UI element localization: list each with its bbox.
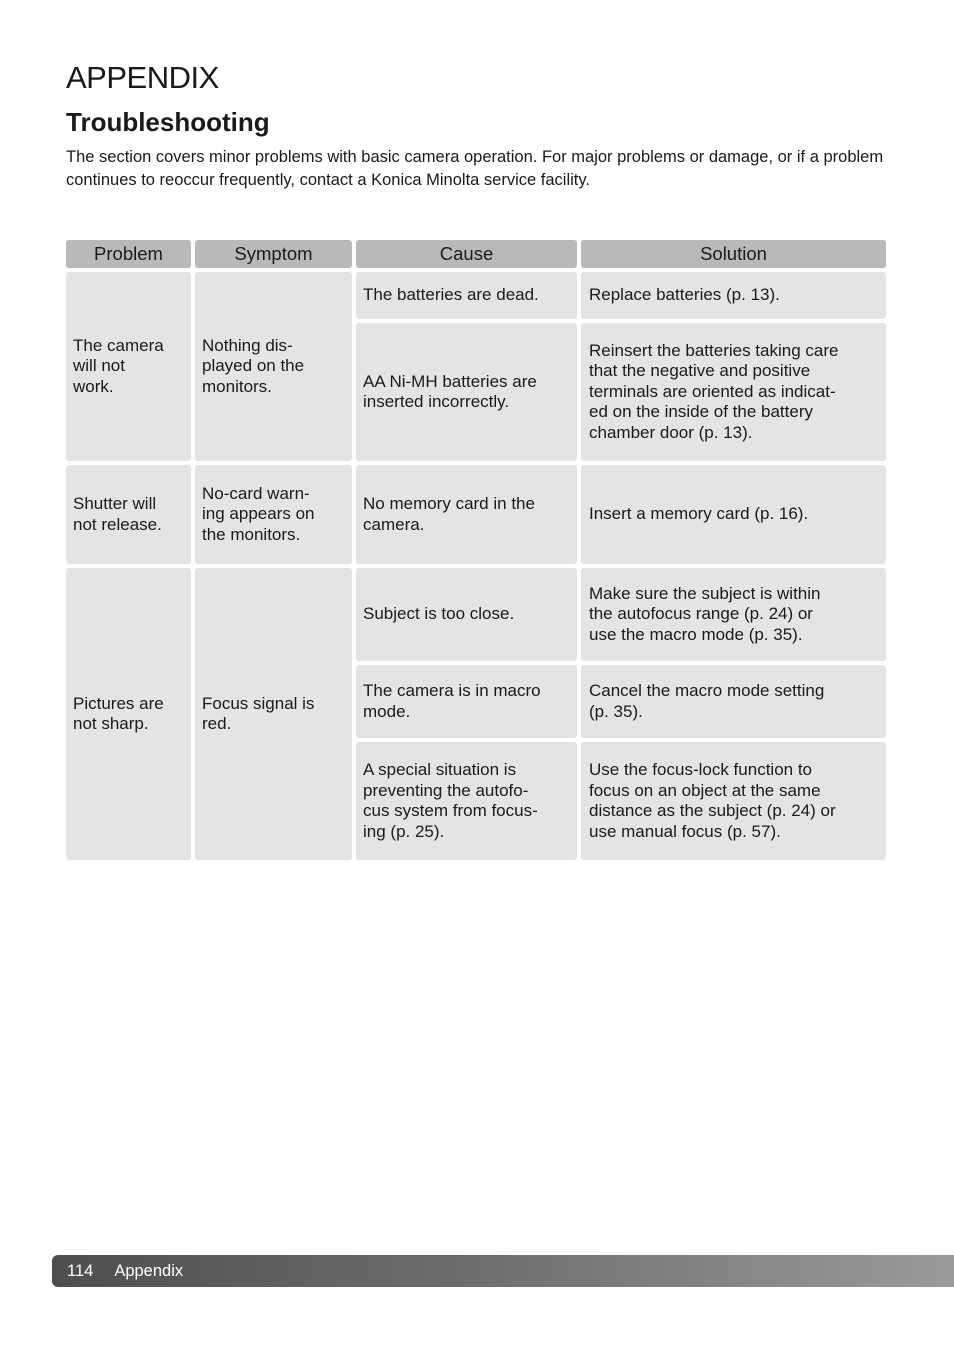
solution-cell: Insert a memory card (p. 16). [581,465,886,564]
intro-paragraph: The section covers minor problems with basic camera operation. For major problems or damage, or if a problem continues to reoccur frequently, contact a Konica Minolta service facility. [66,148,884,189]
solution-cell: Make sure the subject is within the autofocus range (p. 24) or use the macro mode (p. 35). [581,568,886,661]
column-header-symptom: Symptom [195,240,352,268]
cause-cell: Subject is too close. [356,568,577,661]
footer-section-label: Appendix [114,1261,184,1280]
page-footer [52,1255,954,1287]
cause-cell: AA Ni-MH batteries are inserted incorrectly. [356,323,577,461]
solution-cell: Use the focus-lock function to focus on an object at the same distance as the subject (p. 24) or use manual focus (p. 57). [581,742,886,860]
section-title: APPENDIX [66,60,219,95]
cause-cell: No memory card in the camera. [356,465,577,564]
solution-cell: Cancel the macro mode setting (p. 35). [581,665,886,738]
page-number: 114 [67,1261,94,1280]
cause-cell: The batteries are dead. [356,272,577,319]
column-header-problem: Problem [66,240,191,268]
column-header-cause: Cause [356,240,577,268]
column-header-solution: Solution [581,240,886,268]
solution-cell: Replace batteries (p. 13). [581,272,886,319]
symptom-cell: Focus signal is red. [195,568,352,860]
problem-cell: Pictures are not sharp. [66,568,191,860]
cause-cell: A special situation is preventing the autofo- cus system from focus- ing (p. 25). [356,742,577,860]
symptom-cell: No-card warn- ing appears on the monitors. [195,465,352,564]
cause-cell: The camera is in macro mode. [356,665,577,738]
page-title: Troubleshooting [66,107,270,137]
solution-cell: Reinsert the batteries taking care that the negative and positive terminals are oriented as indicat- ed on the inside of the battery chamber door (p. 13). [581,323,886,461]
symptom-cell: Nothing dis- played on the monitors. [195,272,352,461]
problem-cell: Shutter will not release. [66,465,191,564]
problem-cell: The camera will not work. [66,272,191,461]
